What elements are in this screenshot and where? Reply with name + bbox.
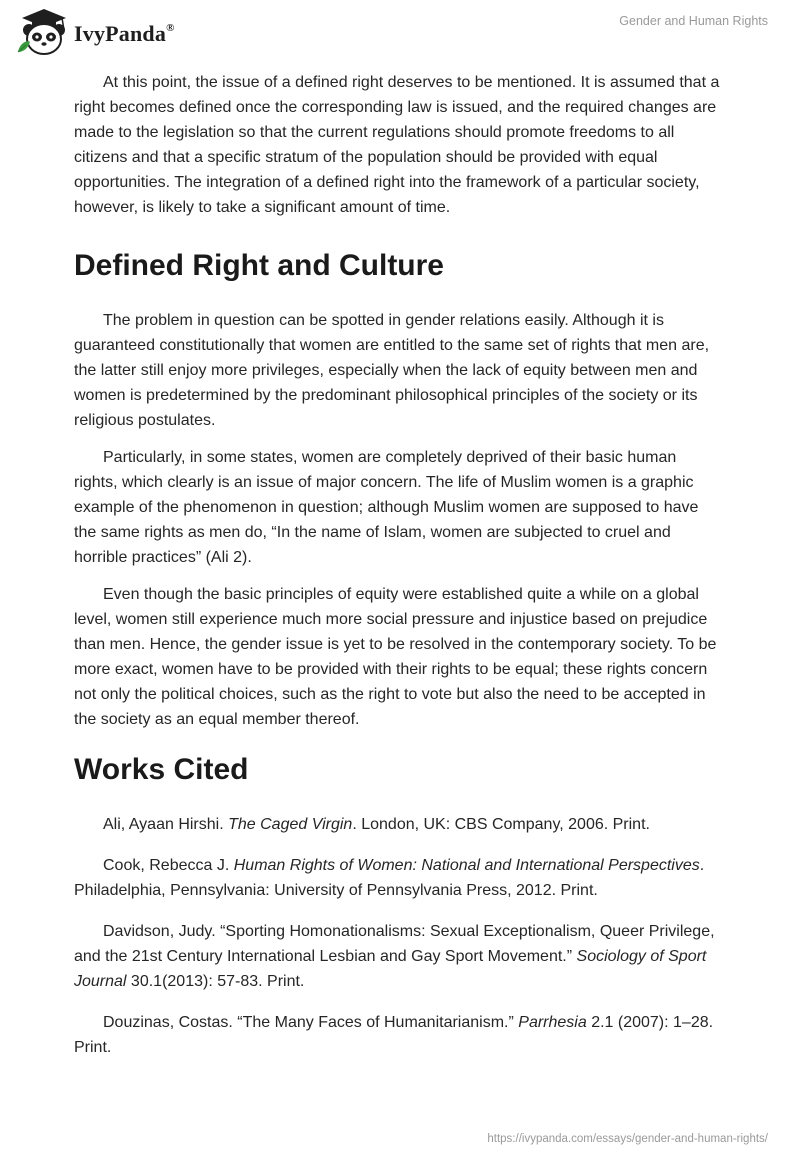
body-paragraph: Even though the basic principles of equity were established quite a while on a global level, women still experience much more social pressure and injustice based on prejudice than men. Hence, the gender issue is yet to be resolved in the contemporary society. To be more exact, women have to be provided with their rights to be equal; these rights concern not only the political choices, such as the right to vote but also the need to be accepted in the society as an equal member thereof. xyxy=(74,586,717,728)
intro-paragraph: At this point, the issue of a defined right deserves to be mentioned. It is assumed that a right becomes defined once the corresponding law is issued, and the required changes are made to the legislation so that the current regulations should promote freedoms to all citizens and that a specific stratum of the population should be provided with equal opportunities. The integration of a defined right into the framework of a particular society, however, is likely to take a significant amount of time. xyxy=(74,74,720,216)
citation-entry: Ali, Ayaan Hirshi. The Caged Virgin. London, UK: CBS Company, 2006. Print. xyxy=(103,816,650,833)
body-paragraph: The problem in question can be spotted in gender relations easily. Although it is guaranteed constitutionally that women are entitled to the same set of rights that men are, the latter still enjoy more privileges, especially when the lack of equity between men and women is predetermined by the predominant philosophical principles of the society or its religious postulates. xyxy=(74,312,710,429)
citation-entry: Davidson, Judy. “Sporting Homonationalisms: Sexual Exceptionalism, Queer Privilege, and the 21st Century International Lesbian and Gay Sport Movement.” Sociology of Sport Journal 30.1(2013): 57-83. Print. xyxy=(74,923,715,990)
panda-mascot-icon xyxy=(14,6,72,58)
section-heading-defined-right: Defined Right and Culture xyxy=(74,249,444,282)
body-paragraph: Particularly, in some states, women are completely deprived of their basic human rights, which clearly is an issue of major concern. The life of Muslim women is a graphic example of the phenomenon in question; although Muslim women are supposed to have the same rights as men do, “In the name of Islam, women are subjected to cruel and horrible practices” (Ali 2). xyxy=(74,449,699,566)
ivypanda-logo[interactable] xyxy=(14,6,175,58)
essay-content xyxy=(74,70,724,1076)
page-header xyxy=(0,0,800,70)
running-title: Gender and Human Rights xyxy=(619,14,768,28)
logo-wordmark: IvyPanda® xyxy=(74,21,175,46)
source-url-link[interactable]: https://ivypanda.com/essays/gender-and-human-rights/ xyxy=(487,1133,768,1145)
citation-entry: Douzinas, Costas. “The Many Faces of Humanitarianism.” Parrhesia 2.1 (2007): 1–28. Print. xyxy=(74,1014,714,1056)
citation-entry: Cook, Rebecca J. Human Rights of Women: National and International Perspectives. Philadelphia, Pennsylvania: University of Pennsylvania Press, 2012. Print. xyxy=(74,857,705,899)
works-cited-heading: Works Cited xyxy=(74,753,249,786)
